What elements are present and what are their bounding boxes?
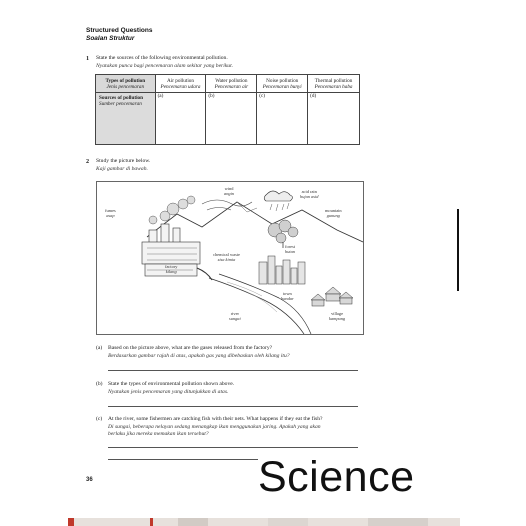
col-noise-pollution: Noise pollution Pencemaran bunyi: [257, 75, 308, 93]
answer-cell-d[interactable]: (d): [308, 93, 360, 145]
label-acid-rain: acid rain hujan asid: [300, 189, 319, 199]
table-source-header: Sources of pollution Sumber pencemaran: [96, 93, 156, 145]
label-fumes: fumes asap: [105, 208, 116, 218]
label-forest: forest hutan: [285, 244, 296, 254]
answer-line-c2[interactable]: [108, 459, 258, 460]
qc-text-my-2: berlaku jika mereka memakan ikan tersebut?: [108, 431, 209, 437]
vertical-bar-divider: [457, 209, 459, 291]
pollution-figure: [96, 181, 364, 335]
science-overlay-text: Science: [258, 453, 415, 501]
col-air-pollution: Air pollution Pencemaran udara: [155, 75, 206, 93]
q2-text-my: Kaji gambar di bawah.: [96, 166, 148, 172]
label-factory: factory kilang: [165, 264, 178, 274]
q1-text-en: State the sources of the following environmental pollution.: [96, 55, 228, 61]
section-subtitle: Soalan Struktur: [86, 35, 135, 42]
col-thermal-pollution: Thermal pollution Pencemaran haba: [308, 75, 360, 93]
strip-block-3: [368, 518, 428, 526]
answer-line-b[interactable]: [108, 406, 358, 407]
qc-text-my-1: Di sungai, beberapa nelayan sedang menangkap ikan menggunakan jaring. Apakah yang akan: [108, 424, 321, 430]
label-town: town bandar: [281, 291, 294, 301]
pollution-table: [95, 74, 360, 145]
q2-number: 2: [86, 158, 90, 165]
strip-block-2: [268, 518, 308, 526]
strip-accent-left: [68, 518, 74, 526]
page-number: 36: [86, 477, 93, 483]
label-river: river sungai: [229, 311, 241, 321]
q2-text-en: Study the picture below.: [96, 158, 151, 164]
answer-cell-a[interactable]: (a): [155, 93, 206, 145]
col-water-pollution: Water pollution Pencemaran air: [206, 75, 257, 93]
label-chemical-waste: chemical waste sisa kimia: [213, 252, 240, 262]
answer-line-a[interactable]: [108, 370, 358, 371]
table-row-header: Types of pollution Jenis pencemaran: [96, 75, 156, 93]
answer-cell-c[interactable]: (c): [257, 93, 308, 145]
strip-accent-mid: [150, 518, 153, 526]
label-wind: wind angin: [224, 186, 235, 196]
qa-label: (a): [96, 345, 103, 351]
answer-line-c1[interactable]: [108, 447, 358, 448]
label-mountain: mountain gunung: [325, 208, 342, 218]
bottom-thumbnail-strip: [68, 518, 460, 526]
qc-label: (c): [96, 416, 103, 422]
qc-text-en: At the river, some fishermen are catching fish with their nets. What happens if they eat the fish?: [108, 416, 323, 422]
q1-text-my: Nyatakan punca bagi pencemaran alam sekitar yang berikut.: [96, 63, 234, 69]
qa-text-en: Based on the picture above, what are the gases released from the factory?: [108, 345, 273, 351]
label-village: village kampung: [329, 311, 346, 321]
qb-text-en: State the types of environmental pollution shown above.: [108, 381, 235, 387]
answer-cell-b[interactable]: (b): [206, 93, 257, 145]
q1-number: 1: [86, 55, 90, 62]
qb-text-my: Nyatakan jenis pencemaran yang ditunjukkan di atas.: [108, 389, 229, 395]
qb-label: (b): [96, 381, 103, 387]
strip-block-1: [178, 518, 208, 526]
section-title: Structured Questions: [86, 27, 153, 34]
qa-text-my: Berdasarkan gambar rajah di atas, apakah gas yang dibebaskan oleh kilang itu?: [108, 353, 290, 359]
